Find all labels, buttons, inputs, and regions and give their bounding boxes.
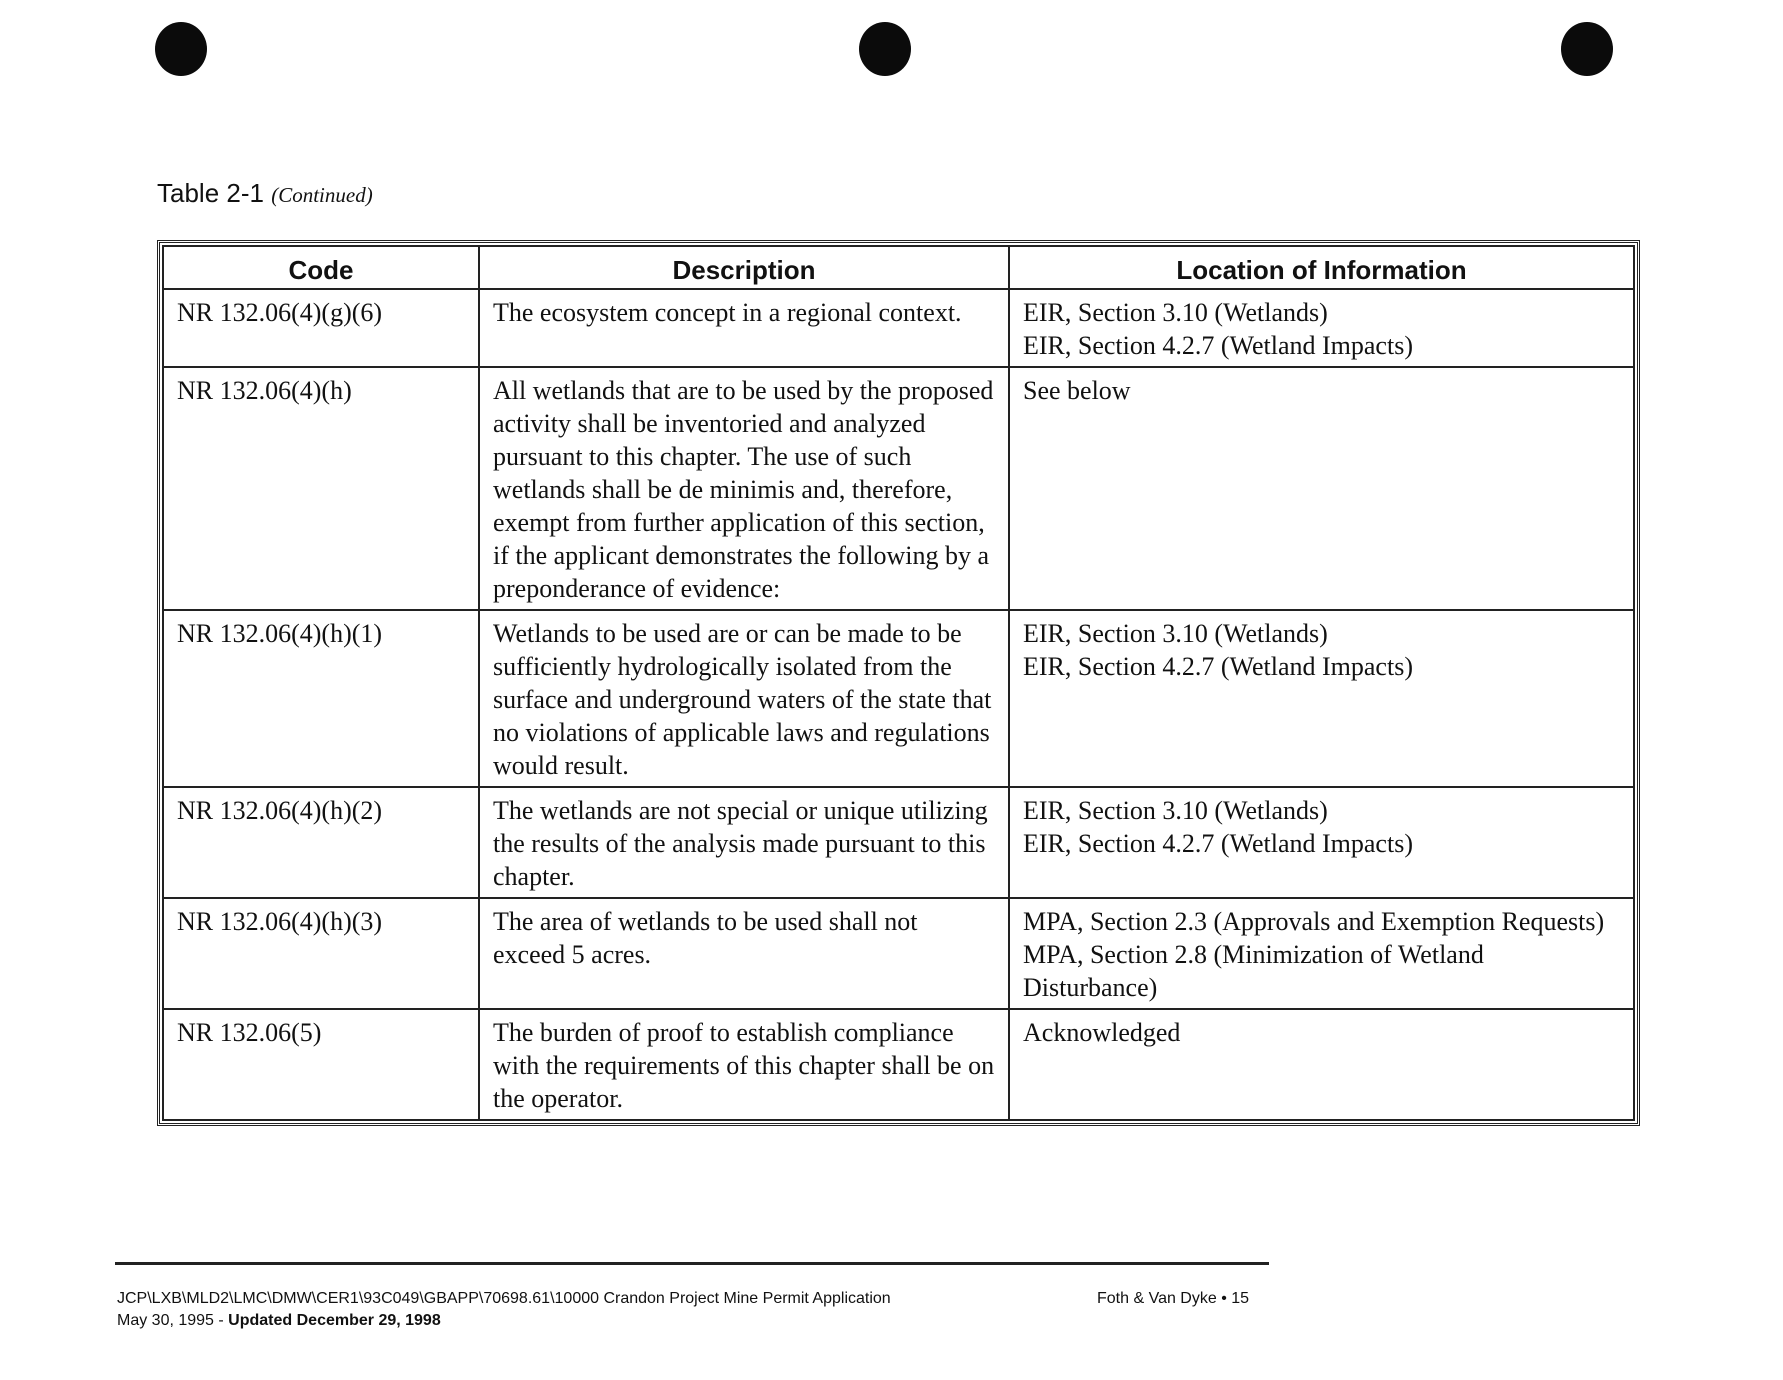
table-header-row (163, 246, 1634, 289)
location-cell (1009, 1009, 1634, 1120)
code-cell: NR 132.06(5) (163, 1009, 479, 1120)
description-cell: The ecosystem concept in a regional context. (479, 289, 1009, 367)
header-code: Code (163, 246, 479, 289)
footer-original-date: May 30, 1995 - (117, 1312, 229, 1329)
table-row (163, 787, 1634, 898)
location-line: EIR, Section 4.2.7 (Wetland Impacts) (1023, 652, 1413, 681)
location-line: EIR, Section 3.10 (Wetlands) (1023, 796, 1328, 825)
description-cell: The area of wetlands to be used shall not exceed 5 acres. (479, 898, 1009, 1009)
location-line: MPA, Section 2.8 (Minimization of Wetland Disturbance) (1023, 940, 1484, 1002)
code-cell: NR 132.06(4)(h)(3) (163, 898, 479, 1009)
footer-date (117, 1312, 441, 1330)
location-cell (1009, 367, 1634, 610)
code-cell: NR 132.06(4)(h) (163, 367, 479, 610)
table-row (163, 610, 1634, 787)
footer-page-number: Foth & Van Dyke • 15 (1097, 1290, 1250, 1307)
requirements-table-frame (157, 240, 1640, 1126)
footer-updated-date: Updated December 29, 1998 (228, 1312, 441, 1329)
description-cell: The wetlands are not special or unique utilizing the results of the analysis made pursuant to this chapter. (479, 787, 1009, 898)
header-location: Location of Information (1009, 246, 1634, 289)
location-line: EIR, Section 3.10 (Wetlands) (1023, 619, 1328, 648)
table-row (163, 289, 1634, 367)
location-line: EIR, Section 4.2.7 (Wetland Impacts) (1023, 331, 1413, 360)
code-cell: NR 132.06(4)(h)(2) (163, 787, 479, 898)
requirements-table (162, 245, 1635, 1121)
description-cell: All wetlands that are to be used by the proposed activity shall be inventoried and analyzed pursuant to this chapter. The use of such wetlands shall be de minimis and, therefore, exempt from further application of this section, if the applicant demonstrates the following by a preponderance of evidence: (479, 367, 1009, 610)
punch-hole-right (1561, 22, 1613, 76)
table-number: Table 2-1 (157, 178, 264, 208)
footer-file-path: JCP\LXB\MLD2\LMC\DMW\CER1\93C049\GBAPP\70698.61\10000 Crandon Project Mine Permit Application (117, 1290, 891, 1307)
table-row (163, 367, 1634, 610)
location-cell (1009, 787, 1634, 898)
location-line: MPA, Section 2.3 (Approvals and Exemption Requests) (1023, 907, 1605, 936)
code-cell: NR 132.06(4)(g)(6) (163, 289, 479, 367)
location-cell (1009, 610, 1634, 787)
location-line: EIR, Section 4.2.7 (Wetland Impacts) (1023, 829, 1413, 858)
location-line: See below (1023, 376, 1131, 405)
table-row (163, 898, 1634, 1009)
location-cell (1009, 289, 1634, 367)
location-cell (1009, 898, 1634, 1009)
table-continued-label: (Continued) (271, 183, 373, 207)
punch-hole-left (155, 22, 207, 76)
table-title (157, 178, 373, 209)
description-cell: The burden of proof to establish compliance with the requirements of this chapter shall be on the operator. (479, 1009, 1009, 1120)
table-row (163, 1009, 1634, 1120)
description-cell: Wetlands to be used are or can be made to be sufficiently hydrologically isolated from the surface and underground waters of the state that no violations of applicable laws and regulations would result. (479, 610, 1009, 787)
location-line: EIR, Section 3.10 (Wetlands) (1023, 298, 1328, 327)
location-line: Acknowledged (1023, 1018, 1181, 1047)
footer-divider (115, 1262, 1269, 1265)
header-description: Description (479, 246, 1009, 289)
punch-hole-center (859, 22, 911, 76)
code-cell: NR 132.06(4)(h)(1) (163, 610, 479, 787)
